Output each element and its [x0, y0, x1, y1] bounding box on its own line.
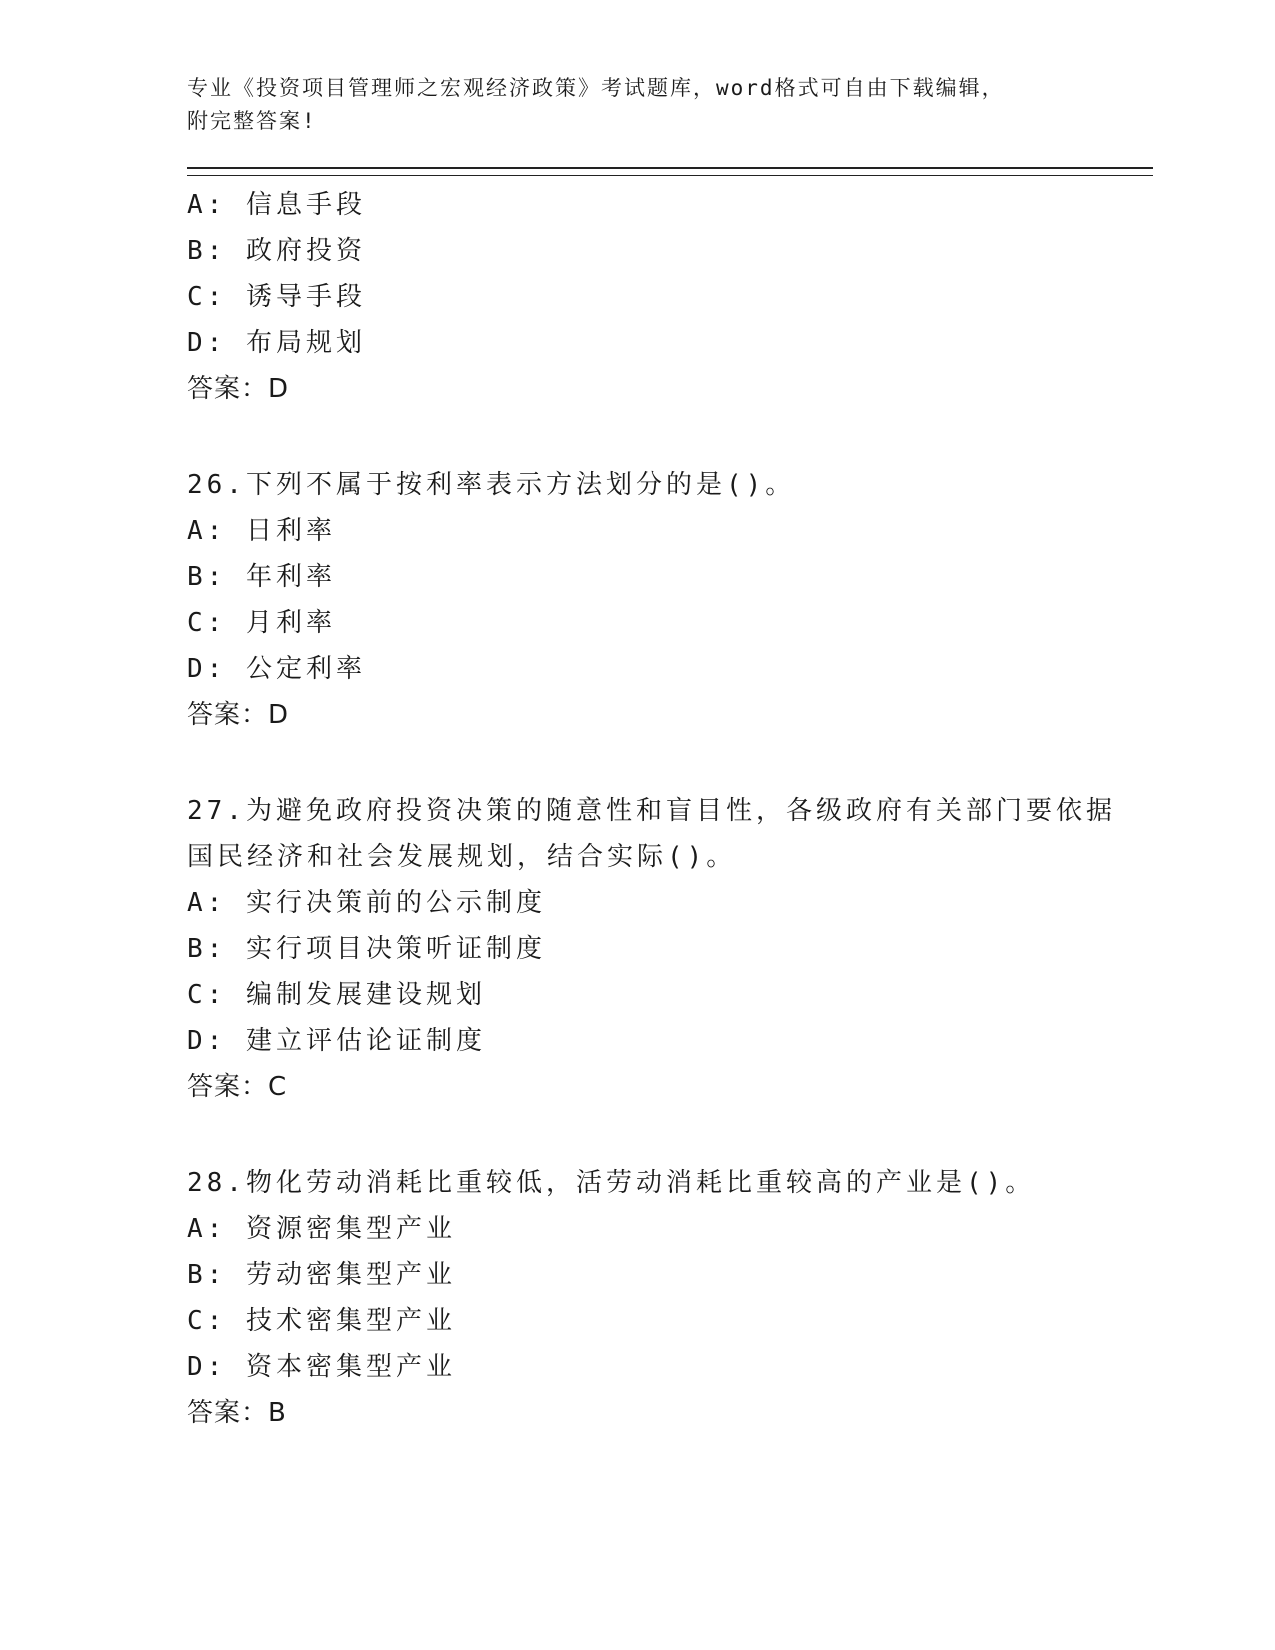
option-d: D: 建立评估论证制度 [187, 1026, 486, 1056]
question-26 [187, 462, 1153, 738]
header-line-1: 专业《投资项目管理师之宏观经济政策》考试题库，word格式可自由下载编辑， [187, 76, 1005, 100]
option-b: B: 劳动密集型产业 [187, 1260, 456, 1290]
option-d: D: 布局规划 [187, 328, 366, 358]
option-b: B: 实行项目决策听证制度 [187, 934, 546, 964]
option-a: A: 实行决策前的公示制度 [187, 888, 546, 918]
option-c: C: 月利率 [187, 608, 336, 638]
answer: 答案：B [187, 1398, 287, 1428]
option-a: A: 日利率 [187, 516, 336, 546]
option-c: C: 诱导手段 [187, 282, 366, 312]
option-b: B: 政府投资 [187, 236, 366, 266]
option-d: D: 公定利率 [187, 654, 366, 684]
option-a: A: 资源密集型产业 [187, 1214, 456, 1244]
option-b: B: 年利率 [187, 562, 336, 592]
header-line-2: 附完整答案! [187, 109, 317, 133]
option-a: A: 信息手段 [187, 190, 366, 220]
question-28 [187, 1160, 1153, 1436]
answer: 答案：C [187, 1072, 288, 1102]
answer: 答案：D [187, 700, 290, 730]
question-25 [187, 182, 1153, 412]
document-page [187, 72, 1153, 1436]
header-divider [187, 167, 1153, 176]
option-d: D: 资本密集型产业 [187, 1352, 456, 1382]
option-c: C: 编制发展建设规划 [187, 980, 486, 1010]
question-text: 28.物化劳动消耗比重较低，活劳动消耗比重较高的产业是()。 [187, 1168, 1036, 1198]
question-text-line-1: 27.为避免政府投资决策的随意性和盲目性，各级政府有关部门要依据 [187, 796, 1116, 826]
question-text: 26.下列不属于按利率表示方法划分的是()。 [187, 470, 796, 500]
answer: 答案：D [187, 374, 290, 404]
question-27 [187, 788, 1153, 1110]
option-c: C: 技术密集型产业 [187, 1306, 456, 1336]
question-text-line-2: 国民经济和社会发展规划，结合实际()。 [187, 842, 737, 872]
